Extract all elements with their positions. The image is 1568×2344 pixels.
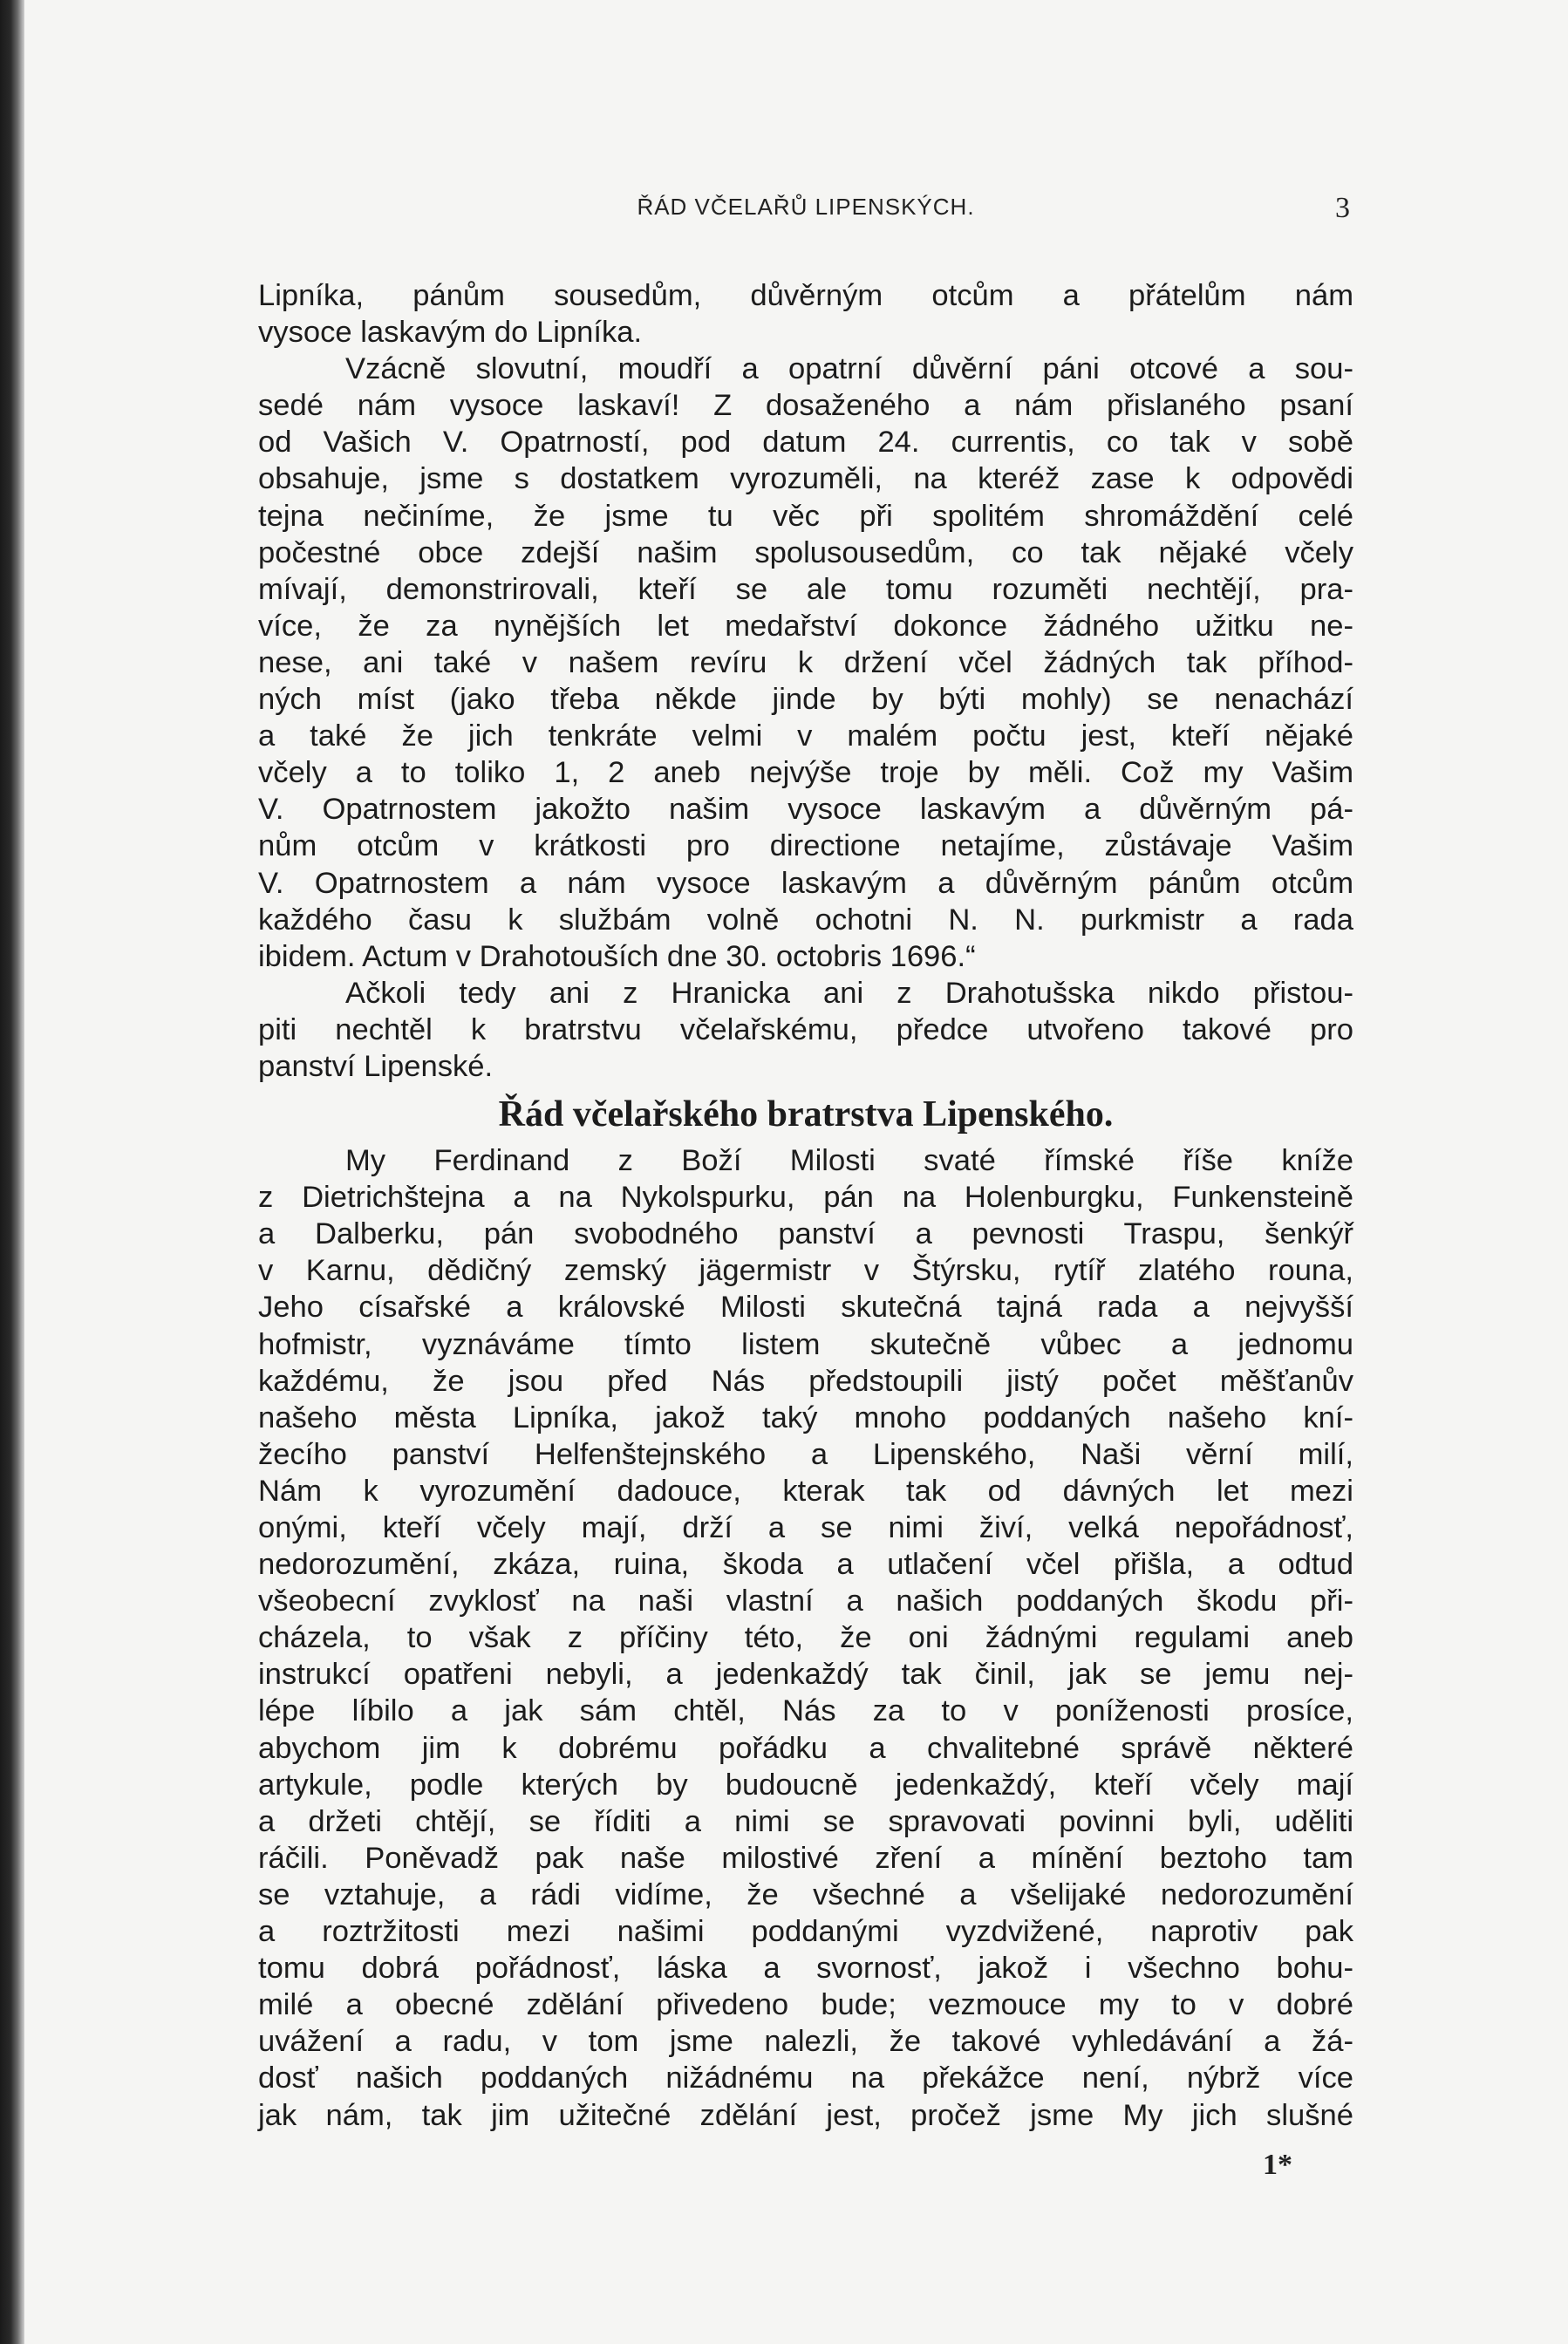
text-line: lépe líbilo a jak sám chtěl, Nás za to v poníženosti prosíce, (258, 1694, 1353, 1728)
text-line: abychom jim k dobrému pořádku a chvalitebné správě některé (258, 1731, 1353, 1765)
text-line: v Karnu, dědičný zemský jägermistr v Štýrsku, rytíř zlatého rouna, (258, 1254, 1353, 1288)
text-line: instrukcí opatřeni nebyli, a jedenkaždý tak činil, jak se jemu nej- (258, 1658, 1353, 1692)
text-line: dosť našich poddaných nižádnému na překážce není, nýbrž více (258, 2061, 1353, 2095)
text-line: a Dalberku, pán svobodného panství a pevnosti Traspu, šenkýř (258, 1217, 1353, 1251)
text-line: ibidem. Actum v Drahotouších dne 30. octobris 1696.“ (258, 939, 976, 973)
text-line: každého času k službám volně ochotni N. N. purkmistr a rada (258, 903, 1353, 937)
text-line: onými, kteří včely mají, drží a se nimi živí, velká nepořádnosť, (258, 1511, 1353, 1544)
text-line: tomu dobrá pořádnosť, láska a svornosť, jakož i všechno bohu- (258, 1952, 1353, 1986)
text-line: Ačkoli tedy ani z Hranicka ani z Drahotušska nikdo přistou- (345, 976, 1353, 1010)
text-line: žecího panství Helfenštejnského a Lipenského, Naši věrní milí, (258, 1437, 1353, 1471)
text-line: mívají, demonstrirovali, kteří se ale tomu rozuměti nechtějí, pra- (258, 572, 1353, 606)
text-line: a roztržitosti mezi našimi poddanými vyzdvižené, naprotiv pak (258, 1915, 1353, 1949)
text-line: více, že za nynějších let medařství dokonce žádného užitku ne- (258, 609, 1353, 643)
text-line: ráčili. Poněvadž pak naše milostivé zření a mínění beztoho tam (258, 1841, 1353, 1875)
text-line: od Vašich V. Opatrností, pod datum 24. currentis, co tak v sobě (258, 426, 1353, 460)
page-header (258, 194, 1353, 228)
text-line: Nám k vyrozumění dadouce, kterak tak od dávných let mezi (258, 1474, 1353, 1508)
text-line: panství Lipenské. (258, 1049, 494, 1083)
text-line: nedorozumění, zkáza, ruina, škoda a utlačení včel přišla, a odtud (258, 1548, 1353, 1582)
page-body (258, 277, 1353, 2134)
text-line: milé a obecné zdělání přivedeno bude; vezmouce my to v dobré (258, 1988, 1353, 2022)
text-line: Lipníka, pánům sousedům, důvěrným otcům a přátelům nám (258, 279, 1353, 312)
text-line: hofmistr, vyznáváme tímto listem skutečně vůbec a jednomu (258, 1327, 1353, 1361)
running-title: ŘÁD VČELAŘŮ LIPENSKÝCH. (637, 194, 975, 220)
text-line: a také že jich tenkráte velmi v malém počtu jest, kteří nějaké (258, 719, 1353, 753)
signature-mark: 1* (1263, 2149, 1292, 2181)
section-heading: Řád včelařského bratrstva Lipenského. (498, 1094, 1114, 1135)
text-line: V. Opatrnostem jakožto našim vysoce laskavým a důvěrným pá- (258, 793, 1353, 827)
text-line: sedé nám vysoce laskaví! Z dosaženého a nám přislaného psaní (258, 389, 1353, 423)
text-line: nům otcům v krátkosti pro directione netajíme, zůstávaje Vašim (258, 829, 1353, 863)
text-line: z Dietrichštejna a na Nykolspurku, pán na Holenburgku, Funkensteině (258, 1181, 1353, 1215)
text-line: se vztahuje, a rádi vidíme, že všechné a všelijaké nedorozumění (258, 1877, 1353, 1911)
page-number: 3 (1335, 192, 1350, 224)
text-line: V. Opatrnostem a nám vysoce laskavým a důvěrným pánům otcům (258, 866, 1353, 900)
text-line: My Ferdinand z Boží Milosti svaté římské říše kníže (345, 1144, 1353, 1178)
text-line: nese, ani také v našem revíru k držení včel žádných tak příhod- (258, 645, 1353, 679)
text-line: jak nám, tak jim užitečné zdělání jest, pročež jsme My jich slušné (258, 2098, 1353, 2132)
text-line: Jeho císařské a královské Milosti skutečná tajná rada a nejvyšší (258, 1291, 1353, 1325)
text-line: artykule, podle kterých by budoucně jedenkaždý, kteří včely mají (258, 1768, 1353, 1802)
text-line: tejna nečiníme, že jsme tu věc při spolitém shromáždění celé (258, 499, 1353, 533)
text-line: cházela, to však z příčiny této, že oni žádnými regulami aneb (258, 1621, 1353, 1655)
text-line: ných míst (jako třeba někde jinde by býti mohly) se nenachází (258, 683, 1353, 717)
text-line: každému, že jsou před Nás předstoupili jistý počet měšťanův (258, 1364, 1353, 1398)
text-line: a držeti chtějí, se říditi a nimi se spravovati povinni byli, uděliti (258, 1804, 1353, 1838)
text-line: uvážení a radu, v tom jsme nalezli, že takové vyhledávání a žá- (258, 2025, 1353, 2059)
text-line: všeobecní zvyklosť na naši vlastní a našich poddaných škodu při- (258, 1584, 1353, 1618)
scan-binding-edge (0, 0, 24, 2344)
text-line: počestné obce zdejší našim spolusousedům, co tak nějaké včely (258, 535, 1353, 569)
text-line: našeho města Lipníka, jakož taký mnoho poddaných našeho kní- (258, 1400, 1353, 1434)
text-line: piti nechtěl k bratrstvu včelařskému, předce utvořeno takové pro (258, 1012, 1353, 1046)
text-line: vysoce laskavým do Lipníka. (258, 316, 643, 350)
text-line: Vzácně slovutní, moudří a opatrní důvěrní páni otcové a sou- (345, 352, 1353, 386)
text-line: obsahuje, jsme s dostatkem vyrozuměli, na kteréž zase k odpovědi (258, 462, 1353, 496)
text-line: včely a to toliko 1, 2 aneb nejvýše troje by měli. Což my Vašim (258, 756, 1353, 790)
